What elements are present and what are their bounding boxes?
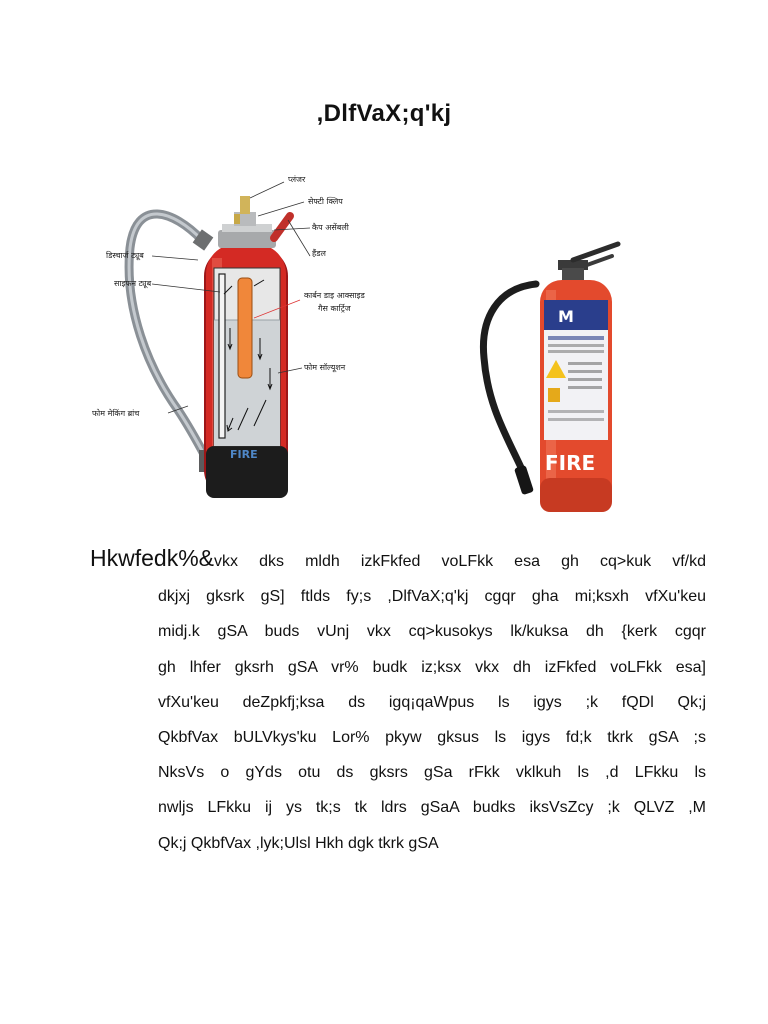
fire-extinguisher-photo [478, 238, 628, 520]
svg-text:M: M [558, 307, 574, 326]
paragraph-line-5: vfXu'keu deZpkfj;ksa ds igq¡qaWpus ls igys ;k fQDl Qk;j [158, 693, 706, 711]
paragraph-line-6: QkbfVax bULVkys'ku Lor% pkyw gksus ls igys fd;k tkrk gSA ;s [158, 729, 706, 747]
paragraph-line-2: dkjxj gksrk gS] ftlds fy;s ,DlfVaX;q'kj cgqr gha mi;ksxh vfXu'keu [158, 588, 706, 606]
label-foam-making-branch: फोम मेकिंग ब्रांच [92, 409, 140, 418]
extinguisher-hose [483, 284, 536, 474]
fire-label: FIRE [545, 451, 596, 475]
label-cap-assembly: कैप असेंबली [312, 223, 349, 232]
label-foam-solution: फोम सॉल्यूशन [304, 363, 346, 372]
paragraph-line-9: Qk;j QkbfVax ,lyk;Ulsl Hkh dgk tkrk gSA [158, 834, 439, 852]
paragraph-line-3: midj.k gSA buds vUnj vkx cq>kusokys lk/kuksa dh {kerk cgqr [158, 623, 706, 641]
foam-extinguisher-diagram [78, 168, 408, 518]
label-co2-cartridge-1: कार्बन डाइ आक्साइड [304, 291, 365, 300]
paragraph-line-1: Hkwfedk%&vkx dks mldh izkFkfed voLFkk esa gh cq>kuk vf/kd [90, 545, 706, 571]
label-co2-cartridge-2: गैस कार्ट्रिज [318, 304, 351, 313]
label-plunger: प्लंजर [288, 175, 306, 184]
label-handle: हैंडल [312, 249, 326, 258]
paragraph-line-7: NksVs o gYds otu ds gksrs gSa rFkk vklkuh ls ,d LFkku ls [158, 764, 706, 782]
page-title: ,DlfVaX;q'kj [316, 100, 452, 127]
lead-heading: Hkwfedk%& [90, 545, 214, 571]
label-safety-clip: सेफ्टी क्लिप [308, 197, 343, 206]
paragraph-line-4: gh lhfer gksrh gSA vr% budk iz;ksx vkx dh izFkfed voLFkk esa] [158, 658, 706, 676]
body-paragraph [90, 541, 706, 861]
paragraph-line-8: nwljs LFkku ij ys tk;s tk ldrs gSaA budks iksVsZcy ;k QLVZ ,M [158, 799, 706, 817]
svg-text:FIRE: FIRE [230, 448, 258, 461]
label-discharge-tube: डिस्चार्ज ट्यूब [106, 251, 144, 260]
label-siphon-tube: साइफन ट्यूब [114, 279, 152, 288]
